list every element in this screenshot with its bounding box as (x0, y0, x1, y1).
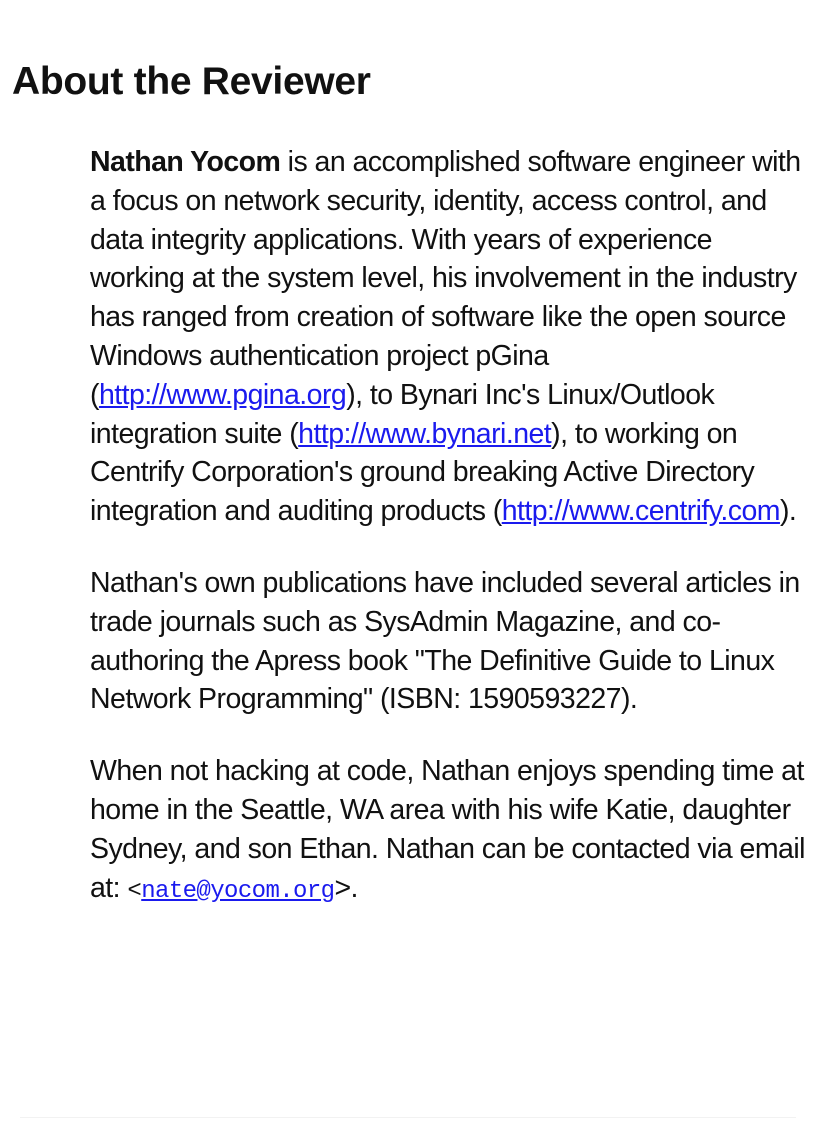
page-divider (20, 1117, 796, 1118)
reviewer-bio (90, 143, 805, 911)
bynari-link[interactable]: http://www.bynari.net (298, 417, 552, 450)
bio-paragraph-3 (90, 752, 805, 911)
reviewer-name: Nathan Yocom (90, 146, 281, 178)
bio-text: ), to working on Centrify Corporation's ground breaking Active Directory integration and auditing products ( (90, 417, 755, 528)
pgina-link[interactable]: http://www.pgina.org (98, 378, 347, 411)
bio-paragraph-2: Nathan's own publications have included several articles in trade journals such as SysAdmin Magazine, and co-authoring the Apress book "The Definitive Guide to Linux Network Programming" (ISBN: 1590593227). (90, 566, 800, 716)
bio-text: is an accomplished software engineer with a focus on network security, identity, access control, and data integrity applications. With years of experience working at the system level, his involvement in the industry has ranged from creation of software like the open source Windows authentication project pGina ( (90, 146, 801, 411)
email-close-bracket: > (334, 871, 351, 904)
bio-text: ), to Bynari Inc's Linux/Outlook integration suite ( (90, 378, 715, 450)
email-open-bracket: < (127, 877, 142, 905)
centrify-link[interactable]: http://www.centrify.com (501, 495, 780, 528)
bio-paragraph-1 (90, 143, 805, 531)
email-link[interactable]: nate@yocom.org (141, 877, 335, 905)
bio-text: When not hacking at code, Nathan enjoys spending time at home in the Seattle, WA area with his wife Katie, daughter Sydney, and son Ethan. Nathan can be contacted via email at: (90, 755, 805, 904)
bio-text: ). (779, 495, 797, 528)
bio-text: . (350, 871, 358, 904)
page-title: About the Reviewer (12, 60, 371, 103)
